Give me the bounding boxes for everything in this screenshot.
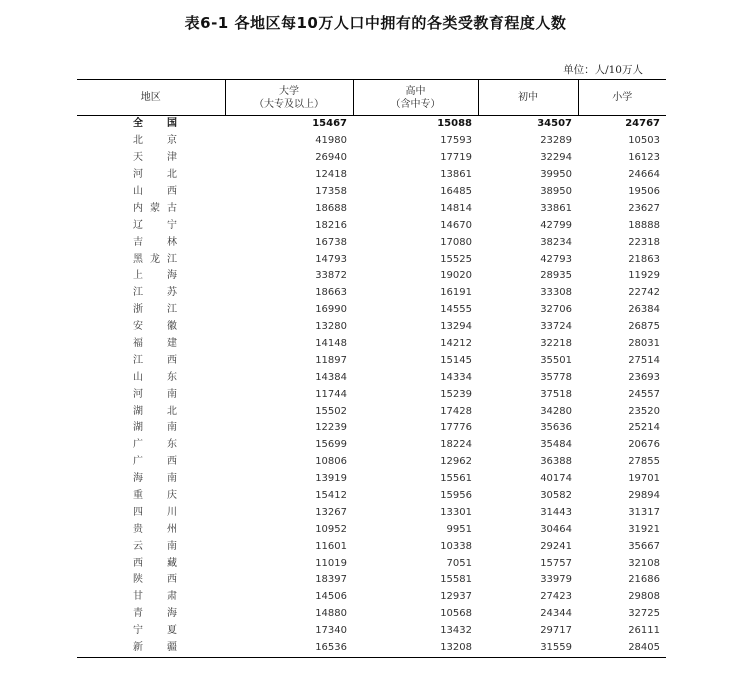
cell-junior: 31443: [540, 506, 572, 518]
cell-highschool: 14670: [440, 219, 472, 231]
unit-label: 单位：人/10万人: [563, 64, 643, 76]
cell-region: 安 徽: [133, 321, 177, 333]
cell-region: 北 京: [133, 135, 177, 147]
cell-primary: 11929: [628, 270, 660, 282]
table-row: [77, 403, 666, 420]
cell-college: 18397: [315, 574, 347, 586]
table-row: [77, 319, 666, 336]
table-row: [77, 606, 666, 623]
cell-college: 26940: [315, 152, 347, 164]
cell-college: 13280: [315, 321, 347, 333]
cell-college: 33872: [315, 270, 347, 282]
cell-primary: 28031: [628, 338, 660, 350]
cell-junior: 34280: [540, 405, 572, 417]
cell-junior: 42793: [540, 253, 572, 265]
cell-college: 12418: [315, 169, 347, 181]
cell-junior: 37518: [540, 388, 572, 400]
header-college: [225, 80, 353, 116]
cell-junior: 35636: [540, 422, 572, 434]
cell-college: 15412: [315, 490, 347, 502]
cell-junior: 33724: [540, 321, 572, 333]
table-row-national: [77, 116, 666, 133]
cell-highschool: 13208: [353, 640, 478, 657]
cell-primary: 27855: [628, 456, 660, 468]
cell-highschool: 14334: [440, 371, 472, 383]
cell-highschool: 17080: [440, 236, 472, 248]
cell-college: 16738: [315, 236, 347, 248]
cell-junior: 32294: [540, 152, 572, 164]
cell-primary: 31921: [628, 523, 660, 535]
cell-primary: 19701: [628, 473, 660, 485]
table-row: [77, 285, 666, 302]
cell-junior: 23289: [540, 135, 572, 147]
cell-primary: 16123: [628, 152, 660, 164]
cell-region: 湖 北: [133, 405, 177, 417]
cell-region: 内蒙古: [133, 202, 177, 214]
cell-junior: 35484: [540, 439, 572, 451]
cell-highschool: 14814: [440, 202, 472, 214]
header-junior: 初中: [478, 80, 578, 116]
cell-highschool: 15088: [437, 118, 472, 130]
cell-highschool: 17428: [440, 405, 472, 417]
cell-college: 13919: [315, 473, 347, 485]
cell-primary: 10503: [628, 135, 660, 147]
cell-primary: 26384: [628, 304, 660, 316]
cell-college: 14148: [315, 338, 347, 350]
cell-region: 山 西: [133, 186, 177, 197]
cell-college: 16990: [315, 304, 347, 316]
cell-highschool: 12962: [440, 456, 472, 468]
cell-junior: 32218: [540, 338, 572, 350]
cell-highschool: 13294: [440, 321, 472, 333]
cell-primary: 21863: [628, 253, 660, 265]
cell-highschool: 15239: [440, 388, 472, 400]
cell-college: 11897: [315, 354, 347, 366]
cell-college: 18688: [315, 202, 347, 214]
cell-junior: 30464: [540, 523, 572, 535]
cell-region: 辽 宁: [133, 219, 177, 231]
table-row: [77, 386, 666, 403]
table-row: [77, 420, 666, 437]
table-row: [77, 521, 666, 538]
cell-region: 四 川: [133, 506, 177, 518]
cell-region: 青 海: [133, 608, 177, 620]
cell-highschool: 14555: [440, 304, 472, 316]
cell-highschool: 15525: [440, 253, 472, 265]
cell-highschool: 13301: [440, 506, 472, 518]
cell-highschool: 13432: [440, 625, 472, 637]
table-row: [77, 167, 666, 184]
cell-junior: 36388: [540, 456, 572, 468]
cell-highschool: 15956: [440, 490, 472, 502]
cell-college: 18216: [315, 219, 347, 231]
table-row: [77, 150, 666, 167]
header-highschool: [353, 80, 478, 116]
cell-college: 14506: [315, 591, 347, 603]
cell-region: 重 庆: [133, 490, 177, 502]
cell-junior: 32706: [540, 304, 572, 316]
cell-primary: 26875: [628, 321, 660, 333]
cell-primary: 24664: [628, 169, 660, 181]
cell-college: 11019: [315, 557, 347, 569]
cell-junior: 33861: [540, 202, 572, 214]
cell-region: 陕 西: [133, 574, 177, 586]
cell-college: 15502: [315, 405, 347, 417]
header-college-line1: 大学: [279, 85, 299, 97]
cell-junior: 29241: [540, 540, 572, 552]
cell-junior: 34507: [537, 118, 572, 130]
cell-highschool: 18224: [440, 439, 472, 451]
cell-junior: 31559: [478, 640, 578, 657]
table-row: [77, 589, 666, 606]
cell-region: 广 东: [133, 439, 177, 451]
cell-highschool: 19020: [440, 270, 472, 282]
cell-college: 15699: [315, 439, 347, 451]
cell-college: 11601: [315, 540, 347, 552]
cell-region: 海 南: [133, 473, 177, 485]
cell-region: 贵 州: [133, 523, 177, 535]
cell-region: 云 南: [133, 540, 177, 552]
cell-highschool: 17719: [440, 152, 472, 164]
cell-highschool: 9951: [446, 523, 472, 535]
cell-primary: 21686: [628, 574, 660, 586]
table-row: [77, 640, 666, 657]
cell-region: 广 西: [133, 456, 177, 468]
table-row: [77, 234, 666, 251]
cell-primary: 28405: [578, 640, 666, 657]
table-row: [77, 538, 666, 555]
cell-college: 16536: [225, 640, 353, 657]
cell-junior: 42799: [540, 219, 572, 231]
table-row: [77, 504, 666, 521]
cell-highschool: 17776: [440, 422, 472, 434]
cell-region: 福 建: [133, 338, 177, 350]
cell-region: 新 疆: [77, 640, 225, 657]
cell-region: 甘 肃: [133, 591, 177, 603]
cell-junior: 29717: [540, 625, 572, 637]
cell-primary: 23627: [628, 202, 660, 214]
cell-primary: 32108: [628, 557, 660, 569]
cell-region: 上 海: [133, 270, 177, 282]
cell-primary: 18888: [628, 219, 660, 231]
cell-region: 河 南: [133, 388, 177, 400]
cell-highschool: 7051: [446, 557, 472, 569]
cell-region: 山 东: [133, 371, 177, 383]
cell-primary: 35667: [628, 540, 660, 552]
cell-junior: 40174: [540, 473, 572, 485]
cell-college: 17340: [315, 625, 347, 637]
table-row: [77, 572, 666, 589]
cell-junior: 38234: [540, 236, 572, 248]
table-title: 表6-1 各地区每10万人口中拥有的各类受教育程度人数: [184, 14, 567, 32]
cell-region: 黑龙江: [133, 253, 177, 265]
cell-college: 10806: [315, 456, 347, 468]
cell-region: 湖 南: [133, 422, 177, 434]
cell-highschool: 10338: [440, 540, 472, 552]
cell-primary: 19506: [628, 186, 660, 197]
table-row: [77, 200, 666, 217]
cell-primary: 22742: [628, 287, 660, 299]
cell-primary: 32725: [628, 608, 660, 620]
table-row: [77, 184, 666, 201]
cell-primary: 31317: [628, 506, 660, 518]
cell-junior: 35778: [540, 371, 572, 383]
cell-highschool: 15561: [440, 473, 472, 485]
cell-junior: 35501: [540, 354, 572, 366]
cell-primary: 29894: [628, 490, 660, 502]
cell-college: 14384: [315, 371, 347, 383]
cell-junior: 33979: [540, 574, 572, 586]
cell-highschool: 10568: [440, 608, 472, 620]
education-table: [77, 79, 666, 658]
cell-primary: 26111: [628, 625, 660, 637]
table-row: [77, 217, 666, 234]
cell-highschool: 16191: [440, 287, 472, 299]
cell-highschool: 15581: [440, 574, 472, 586]
cell-region: 浙 江: [133, 304, 177, 316]
header-highschool-line2: （含中专）: [390, 98, 441, 110]
header-primary: 小学: [578, 80, 666, 116]
cell-primary: 25214: [628, 422, 660, 434]
cell-junior: 28935: [540, 270, 572, 282]
table-row: [77, 454, 666, 471]
cell-highschool: 17593: [440, 135, 472, 147]
header-college-line2: （大专及以上）: [254, 98, 324, 110]
cell-region: 江 苏: [133, 287, 177, 299]
cell-region: 西 藏: [133, 557, 177, 569]
table-row: [77, 488, 666, 505]
table-row: [77, 369, 666, 386]
cell-junior: 27423: [540, 591, 572, 603]
table-row: [77, 623, 666, 640]
cell-college: 15467: [312, 118, 347, 130]
cell-junior: 39950: [540, 169, 572, 181]
cell-junior: 30582: [540, 490, 572, 502]
table-row: [77, 302, 666, 319]
cell-highschool: 13861: [440, 169, 472, 181]
cell-region: 天 津: [133, 152, 177, 164]
cell-college: 14793: [315, 253, 347, 265]
cell-college: 13267: [315, 506, 347, 518]
table-body: [77, 116, 666, 658]
cell-region: 宁 夏: [133, 625, 177, 637]
cell-college: 10952: [315, 523, 347, 535]
cell-highschool: 12937: [440, 591, 472, 603]
cell-junior: 24344: [540, 608, 572, 620]
cell-primary: 24557: [628, 388, 660, 400]
table-row: [77, 555, 666, 572]
cell-college: 18663: [315, 287, 347, 299]
cell-region: 江 西: [133, 354, 177, 366]
cell-primary: 24767: [625, 118, 660, 130]
table-row: [77, 352, 666, 369]
cell-primary: 29808: [628, 591, 660, 603]
cell-college: 11744: [315, 388, 347, 400]
cell-region: 全 国: [133, 118, 177, 130]
cell-junior: 38950: [540, 186, 572, 197]
cell-primary: 23693: [628, 371, 660, 383]
table-row: [77, 133, 666, 150]
table-header: [77, 80, 666, 116]
cell-primary: 20676: [628, 439, 660, 451]
table-row: [77, 251, 666, 268]
cell-primary: 22318: [628, 236, 660, 248]
cell-highschool: 14212: [440, 338, 472, 350]
cell-primary: 27514: [628, 354, 660, 366]
cell-region: 河 北: [133, 169, 177, 181]
cell-junior: 33308: [540, 287, 572, 299]
table-row: [77, 471, 666, 488]
table-row: [77, 336, 666, 353]
cell-region: 吉 林: [133, 236, 177, 248]
cell-junior: 15757: [540, 557, 572, 569]
cell-highschool: 15145: [440, 354, 472, 366]
cell-college: 12239: [315, 422, 347, 434]
cell-highschool: 16485: [440, 186, 472, 197]
cell-college: 14880: [315, 608, 347, 620]
table-row: [77, 268, 666, 285]
header-highschool-line1: 高中: [405, 85, 426, 97]
cell-college: 17358: [315, 186, 347, 197]
table-row: [77, 437, 666, 454]
cell-college: 41980: [315, 135, 347, 147]
header-region: 地区: [77, 80, 225, 116]
cell-primary: 23520: [628, 405, 660, 417]
